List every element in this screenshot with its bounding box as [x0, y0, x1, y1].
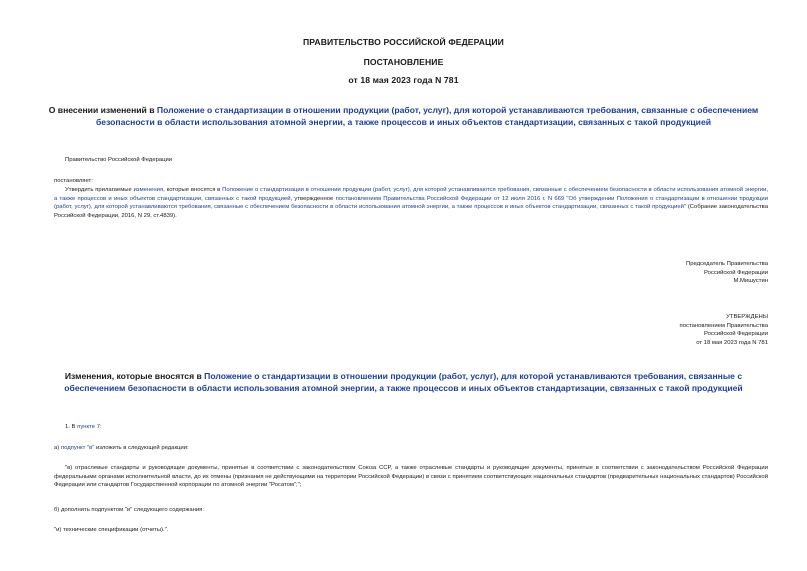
changes-title-link[interactable]: Положение о стандартизации в отношении продукции (работ, услуг), для которой устанавливаются требования, связанные с обеспечением безопасности в области использования атомной энергии, а также процессов и иных объектов стандартизации, связанных с такой продукцией	[64, 371, 743, 393]
item-a-suffix: изложить в следующей редакции:	[94, 445, 189, 451]
government-heading: ПРАВИТЕЛЬСТВО РОССИЙСКОЙ ФЕДЕРАЦИИ	[303, 37, 504, 47]
signature-block	[686, 260, 768, 286]
document-date-number: от 18 мая 2023 года N 781	[348, 75, 459, 85]
document-title	[40, 104, 767, 128]
signature-name: М.Мишустин	[733, 278, 768, 285]
main-text-3: , утвержденное	[290, 195, 336, 202]
item-1-prefix: 1. В	[65, 424, 78, 430]
approved-line-4: от 18 мая 2023 года N 781	[696, 339, 768, 346]
title-link[interactable]: Положение о стандартизации в отношении продукции (работ, услуг), для которой устанавливаются требования, связанные с обеспечением безопасности в области использования атомной энергии, а также процессов и иных объектов стандартизации, связанных с такой продукцией	[95, 105, 759, 127]
item-1-suffix: :	[99, 424, 102, 430]
resolution-669-link[interactable]: постановлением Правительства Российской Федерации от 12 июля 2016 г. N 669 "Об утверждении Положения о стандартизации в отношении продукции (работ, услуг), для которой устанавливаются требования, связанные с обеспечением безопасности в области использования атомной энергии, а также процессов и иных объектов стандартизации, связанных с такой продукцией"	[54, 195, 768, 211]
main-text-1: Утвердить прилагаемые	[65, 187, 134, 193]
signature-line-1: Председатель Правительства	[685, 261, 768, 267]
item-a-link[interactable]: подпункт "в"	[60, 445, 95, 451]
approved-block	[680, 313, 768, 347]
item-a-prefix: а)	[54, 445, 61, 451]
changes-title-prefix: Изменения, которые вносятся в	[64, 371, 205, 381]
quote-subitem-i: "и) технические спецификации (отчеты).".	[54, 527, 169, 533]
item-b: б) дополнить подпунктом "и" следующего содержания:	[54, 507, 204, 513]
regulation-link[interactable]: Положение о стандартизации в отношении продукции (работ, услуг), для которой устанавливаются требования, связанные с обеспечением безопасности в области использования атомной энергии, а также процессов и иных объектов стандартизации, связанных с такой продукцией	[54, 187, 768, 202]
main-paragraph	[54, 186, 768, 220]
changes-title	[40, 370, 767, 394]
signature-line-2: Российской Федерации	[703, 269, 768, 276]
approved-line-3: Российской Федерации	[703, 331, 768, 338]
quote-subitem-v: "в) отраслевые стандарты и руководящие документы, принятые в соответствии с законодательством Союза ССР, а также отраслевые стандарты и руководящие документы, принятые в соответствии с законодательством Российской Федерации федеральными органами исполнительной власти, до их отмены (признания не действующими на территории Российской Федерации) в связи с принятием соответствующих национальных стандартов (предварительных национальных стандартов) Российской Федерации или стандартов Государственной корпорации по атомной энергии "Росатом";";	[54, 465, 768, 489]
approved-line-1: УТВЕРЖДЕНЫ	[726, 314, 768, 320]
changes-link[interactable]: изменения	[133, 187, 164, 193]
main-text-4: (Собрание законодательства Российской Федерации, 2016, N 29, ст.4839).	[54, 204, 768, 219]
item-1	[65, 423, 102, 432]
main-text-2: , которые вносятся в	[163, 187, 223, 193]
document-type: ПОСТАНОВЛЕНИЕ	[363, 57, 444, 67]
preamble-government: Правительство Российской Федерации	[65, 157, 173, 163]
item-1-link[interactable]: пункте 7	[77, 424, 100, 430]
item-a	[54, 444, 189, 453]
title-prefix: О внесении изменений в	[48, 105, 157, 115]
preamble-resolves: постановляет:	[54, 178, 93, 184]
approved-line-2: постановлением Правительства	[679, 322, 768, 329]
